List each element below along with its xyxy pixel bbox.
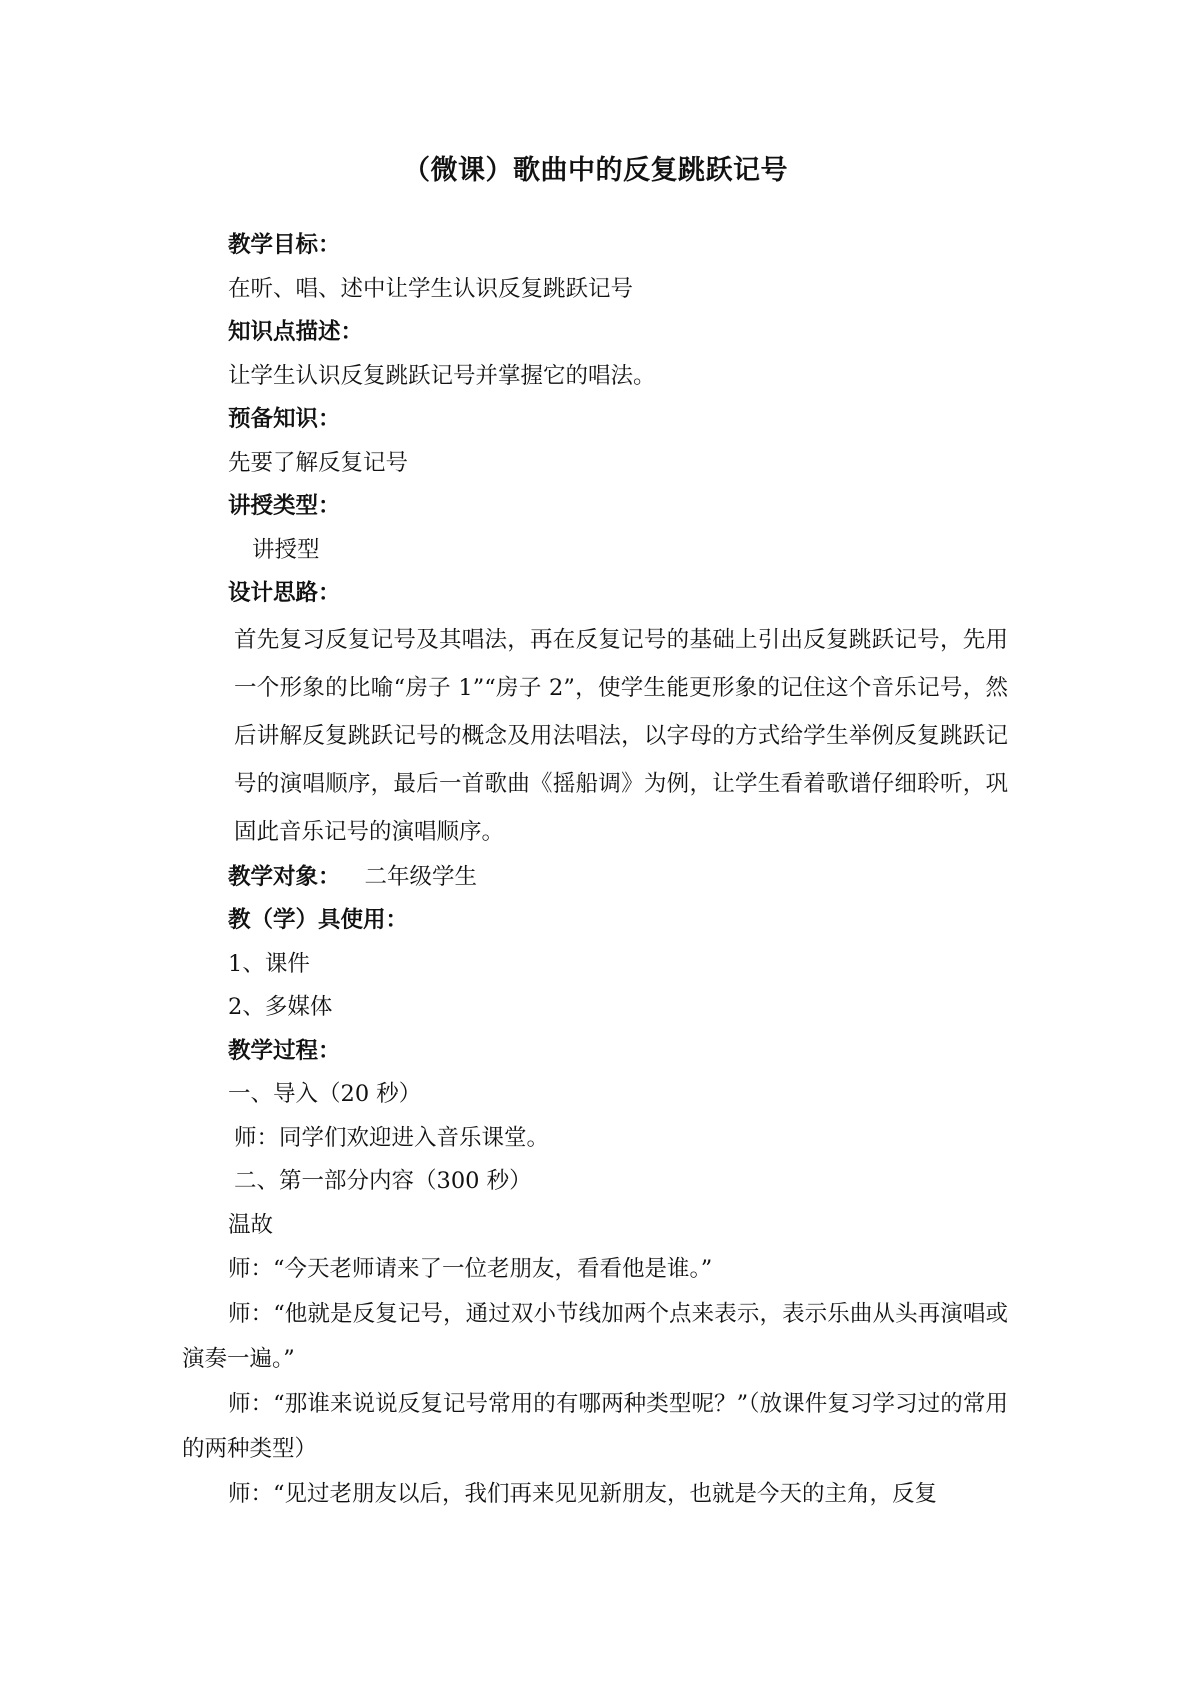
process-intro-line: 师：同学们欢迎进入音乐课堂。 <box>234 1124 550 1151</box>
prerequisite-text: 先要了解反复记号 <box>228 449 409 476</box>
knowledge-heading: 知识点描述： <box>228 319 364 345</box>
lecture-type-text: 讲授型 <box>252 536 320 563</box>
dialog-paragraph: 师：“见过老朋友以后，我们再来见见新朋友，也就是今天的主角，反复 <box>228 1481 938 1507</box>
process-section-intro: 一、导入（20 秒） <box>228 1081 422 1107</box>
design-text: 首先复习反复记号及其唱法，再在反复记号的基础上引出反复跳跃记号，先用一个形象的比喻“房子 1”“房子 2”，使学生能更形象的记住这个音乐记号，然后讲解反复跳跃记号的概念及用法唱法，以字母的方式给学生举例反复跳跃记号的演唱顺序，最后一首歌曲《摇船调》为例，让学生看着歌谱仔细聆听，巩固此音乐记号的演唱顺序。 <box>234 626 1008 845</box>
prerequisite-heading: 预备知识： <box>228 406 341 432</box>
dialog-paragraph: 师：“那谁来说说反复记号常用的有哪两种类型呢？”（放课件复习学习过的常用的两种类型） <box>182 1391 1008 1462</box>
goal-text: 在听、唱、述中让学生认识反复跳跃记号 <box>228 275 634 302</box>
design-heading: 设计思路： <box>228 580 341 606</box>
goal-heading: 教学目标： <box>228 232 341 258</box>
knowledge-text: 让学生认识反复跳跃记号并掌握它的唱法。 <box>228 362 656 389</box>
audience-text: 二年级学生 <box>364 863 478 890</box>
audience-row <box>228 856 1008 900</box>
document-title: （微课）歌曲中的反复跳跃记号 <box>403 155 788 186</box>
audience-heading: 教学对象： <box>228 863 341 890</box>
dialog-paragraph: 师：“今天老师请来了一位老朋友，看看他是谁。” <box>228 1256 713 1282</box>
tools-item: 1、课件 <box>228 950 310 977</box>
tools-item: 2、多媒体 <box>228 994 333 1020</box>
process-section-part1: 二、第一部分内容（300 秒） <box>234 1168 532 1194</box>
document-body <box>182 224 1008 1517</box>
process-review: 温故 <box>228 1211 274 1238</box>
lecture-type-heading: 讲授类型： <box>228 493 341 519</box>
dialog-paragraph: 师：“他就是反复记号，通过双小节线加两个点来表示，表示乐曲从头再演唱或演奏一遍。” <box>182 1301 1008 1372</box>
tools-heading: 教（学）具使用： <box>228 907 409 933</box>
process-heading: 教学过程： <box>228 1037 341 1064</box>
